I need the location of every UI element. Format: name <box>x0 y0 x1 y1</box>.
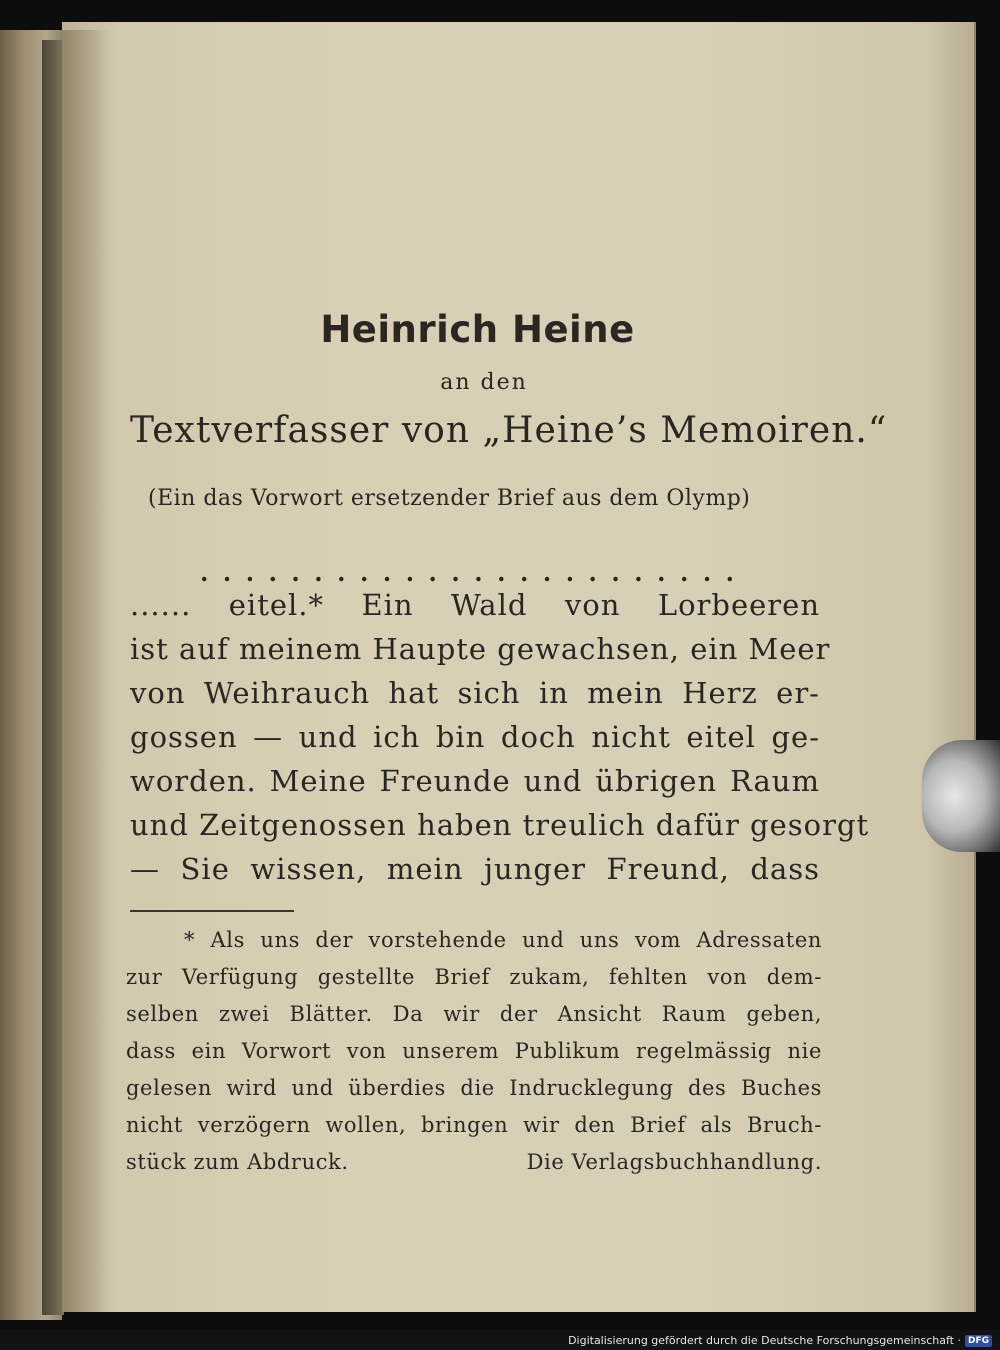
body-line: worden. Meine Freunde und übrigen Raum <box>130 764 820 798</box>
ellipsis-dots: ........................ <box>200 558 749 587</box>
credit-text: Digitalisierung gefördert durch die Deutsche Forschungsgemeinschaft · <box>568 1334 961 1347</box>
footnote-line: dass ein Vorwort von unserem Publikum regelmässig nie <box>126 1039 822 1063</box>
footnote-line: zur Verfügung gestellte Brief zukam, fehlten von dem- <box>126 965 822 989</box>
body-line: gossen — und ich bin doch nicht eitel ge- <box>130 720 820 754</box>
letter-an-den: an den <box>440 370 528 395</box>
body-line: ...... eitel.* Ein Wald von Lorbeeren <box>130 588 820 622</box>
body-line: ist auf meinem Haupte gewachsen, ein Meer <box>130 632 831 666</box>
dfg-logo: DFG <box>965 1335 992 1347</box>
footnote-line: * Als uns der vorstehende und uns vom Adressaten <box>184 928 822 952</box>
page-clip <box>922 740 1000 852</box>
digitization-credit <box>568 1334 992 1347</box>
body-line: — Sie wissen, mein junger Freund, dass <box>130 852 820 886</box>
footnote-last-left: stück zum Abdruck. <box>126 1150 349 1174</box>
gutter-shadow <box>62 30 110 1312</box>
footnote-line: nicht verzögern wollen, bringen wir den Brief als Bruch- <box>126 1113 822 1137</box>
letter-title: Heinrich Heine <box>320 308 635 351</box>
letter-subtitle: (Ein das Vorwort ersetzender Brief aus dem Olymp) <box>148 486 751 511</box>
footnote-rule <box>130 910 294 912</box>
letter-heading: Textverfasser von „Heine’s Memoiren.“ <box>130 410 888 451</box>
footnote-line: selben zwei Blätter. Da wir der Ansicht Raum geben, <box>126 1002 822 1026</box>
footnote-line: gelesen wird und überdies die Indrucklegung des Buches <box>126 1076 822 1100</box>
footnote-signature: Die Verlagsbuchhandlung. <box>526 1150 822 1174</box>
body-line: und Zeitgenossen haben treulich dafür gesorgt <box>130 808 870 842</box>
book-spine-shadow <box>42 40 64 1315</box>
footnote-last-line <box>126 1150 822 1174</box>
body-line: von Weihrauch hat sich in mein Herz er- <box>130 676 820 710</box>
